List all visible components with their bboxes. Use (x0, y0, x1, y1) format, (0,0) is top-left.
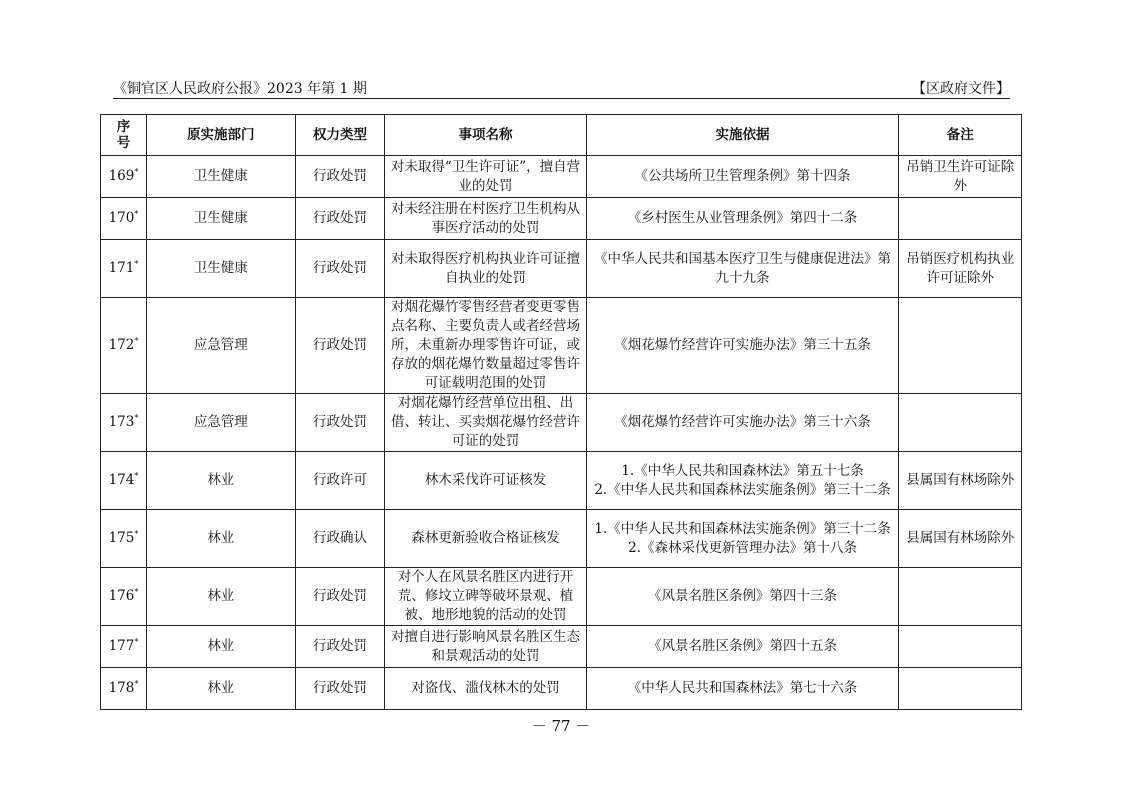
seq-number: 171 (108, 260, 135, 276)
cell-item-name: 对盗伐、滥伐林木的处罚 (385, 668, 586, 710)
cell-item-name: 林木采伐许可证核发 (385, 452, 586, 510)
cell-basis: 《公共场所卫生管理条例》第十四条 (586, 156, 899, 198)
table-row (101, 510, 1022, 568)
page-header (113, 78, 1010, 98)
cell-seq (101, 156, 147, 198)
cell-basis: 《烟花爆竹经营许可实施办法》第三十五条 (586, 298, 899, 394)
col-header-basis: 实施依据 (586, 115, 899, 156)
cell-power-type: 行政处罚 (295, 394, 385, 452)
cell-power-type: 行政处罚 (295, 568, 385, 626)
seq-mark: * (134, 209, 139, 219)
cell-basis (586, 452, 899, 510)
cell-item-name: 森林更新验收合格证核发 (385, 510, 586, 568)
section-label: 【区政府文件】 (912, 81, 1010, 97)
cell-dept: 应急管理 (146, 298, 295, 394)
seq-number: 170 (108, 210, 135, 226)
basis-line: 1.《中华人民共和国森林法》第五十七条 (621, 462, 864, 479)
basis-line: 1.《中华人民共和国森林法实施条例》第三十二条 (594, 520, 891, 537)
cell-seq (101, 452, 147, 510)
cell-dept: 卫生健康 (146, 240, 295, 298)
cell-power-type: 行政处罚 (295, 298, 385, 394)
cell-item-name: 对个人在风景名胜区内进行开荒、修坟立碑等破坏景观、植被、地形地貌的活动的处罚 (385, 568, 586, 626)
cell-note (899, 668, 1022, 710)
table-row (101, 240, 1022, 298)
cell-dept: 林业 (146, 668, 295, 710)
seq-number: 177 (108, 638, 135, 654)
cell-note (899, 298, 1022, 394)
publication-title: 《铜官区人民政府公报》2023 年第 1 期 (113, 81, 367, 97)
cell-basis: 《中华人民共和国森林法》第七十六条 (586, 668, 899, 710)
cell-basis: 《烟花爆竹经营许可实施办法》第三十六条 (586, 394, 899, 452)
basis-line: 2.《中华人民共和国森林法实施条例》第三十二条 (594, 481, 891, 498)
seq-mark: * (134, 259, 139, 269)
cell-note (899, 626, 1022, 668)
seq-mark: * (134, 679, 139, 689)
cell-power-type: 行政处罚 (295, 198, 385, 240)
seq-number: 175 (108, 530, 135, 546)
cell-basis: 《乡村医生从业管理条例》第四十二条 (586, 198, 899, 240)
cell-note (899, 198, 1022, 240)
table-row (101, 626, 1022, 668)
seq-mark: * (134, 471, 139, 481)
cell-seq (101, 510, 147, 568)
table-row (101, 156, 1022, 198)
cell-power-type: 行政许可 (295, 452, 385, 510)
col-header-item: 事项名称 (385, 115, 586, 156)
cell-item-name: 对烟花爆竹零售经营者变更零售点名称、主要负责人或者经营场所，未重新办理零售许可证，或存放的烟花爆竹数量超过零售许可证载明范围的处罚 (385, 298, 586, 394)
cell-note: 吊销医疗机构执业许可证除外 (899, 240, 1022, 298)
seq-number: 169 (108, 168, 135, 184)
col-header-type: 权力类型 (295, 115, 385, 156)
cell-item-name: 对未经注册在村医疗卫生机构从事医疗活动的处罚 (385, 198, 586, 240)
cell-seq (101, 626, 147, 668)
cell-note (899, 394, 1022, 452)
cell-note: 县属国有林场除外 (899, 452, 1022, 510)
col-header-note: 备注 (899, 115, 1022, 156)
cell-dept: 卫生健康 (146, 156, 295, 198)
cell-item-name: 对烟花爆竹经营单位出租、出借、转让、买卖烟花爆竹经营许可证的处罚 (385, 394, 586, 452)
seq-mark: * (134, 413, 139, 423)
cell-power-type: 行政处罚 (295, 668, 385, 710)
cell-dept: 应急管理 (146, 394, 295, 452)
table-row (101, 198, 1022, 240)
cell-seq (101, 298, 147, 394)
table-header-row (101, 115, 1022, 156)
power-items-table (100, 114, 1022, 710)
cell-basis: 《风景名胜区条例》第四十五条 (586, 626, 899, 668)
basis-line: 2.《森林采伐更新管理办法》第十八条 (628, 539, 857, 556)
cell-item-name: 对未取得医疗机构执业许可证擅自执业的处罚 (385, 240, 586, 298)
seq-number: 178 (108, 680, 135, 696)
cell-power-type: 行政处罚 (295, 156, 385, 198)
cell-dept: 林业 (146, 626, 295, 668)
table-row (101, 452, 1022, 510)
header-divider (113, 98, 1010, 99)
cell-basis: 《中华人民共和国基本医疗卫生与健康促进法》第九十九条 (586, 240, 899, 298)
cell-seq (101, 668, 147, 710)
cell-note (899, 568, 1022, 626)
cell-seq (101, 568, 147, 626)
table-row (101, 394, 1022, 452)
seq-mark: * (134, 637, 139, 647)
cell-item-name: 对擅自进行影响风景名胜区生态和景观活动的处罚 (385, 626, 586, 668)
cell-note: 县属国有林场除外 (899, 510, 1022, 568)
page-number: － 77 － (531, 717, 591, 735)
cell-dept: 林业 (146, 568, 295, 626)
cell-basis: 《风景名胜区条例》第四十三条 (586, 568, 899, 626)
seq-number: 174 (108, 472, 135, 488)
seq-number: 172 (108, 337, 135, 353)
cell-power-type: 行政确认 (295, 510, 385, 568)
cell-basis (586, 510, 899, 568)
table-row (101, 668, 1022, 710)
cell-power-type: 行政处罚 (295, 626, 385, 668)
seq-number: 176 (108, 588, 135, 604)
cell-seq (101, 198, 147, 240)
table-row (101, 298, 1022, 394)
cell-seq (101, 240, 147, 298)
cell-power-type: 行政处罚 (295, 240, 385, 298)
seq-mark: * (134, 529, 139, 539)
seq-number: 173 (108, 414, 135, 430)
cell-dept: 卫生健康 (146, 198, 295, 240)
table-row (101, 568, 1022, 626)
cell-dept: 林业 (146, 452, 295, 510)
cell-seq (101, 394, 147, 452)
cell-item-name: 对未取得“卫生许可证”，擅自营业的处罚 (385, 156, 586, 198)
seq-mark: * (134, 587, 139, 597)
cell-note: 吊销卫生许可证除外 (899, 156, 1022, 198)
col-header-seq: 序号 (101, 115, 147, 156)
seq-mark: * (134, 336, 139, 346)
seq-mark: * (134, 167, 139, 177)
col-header-dept: 原实施部门 (146, 115, 295, 156)
cell-dept: 林业 (146, 510, 295, 568)
